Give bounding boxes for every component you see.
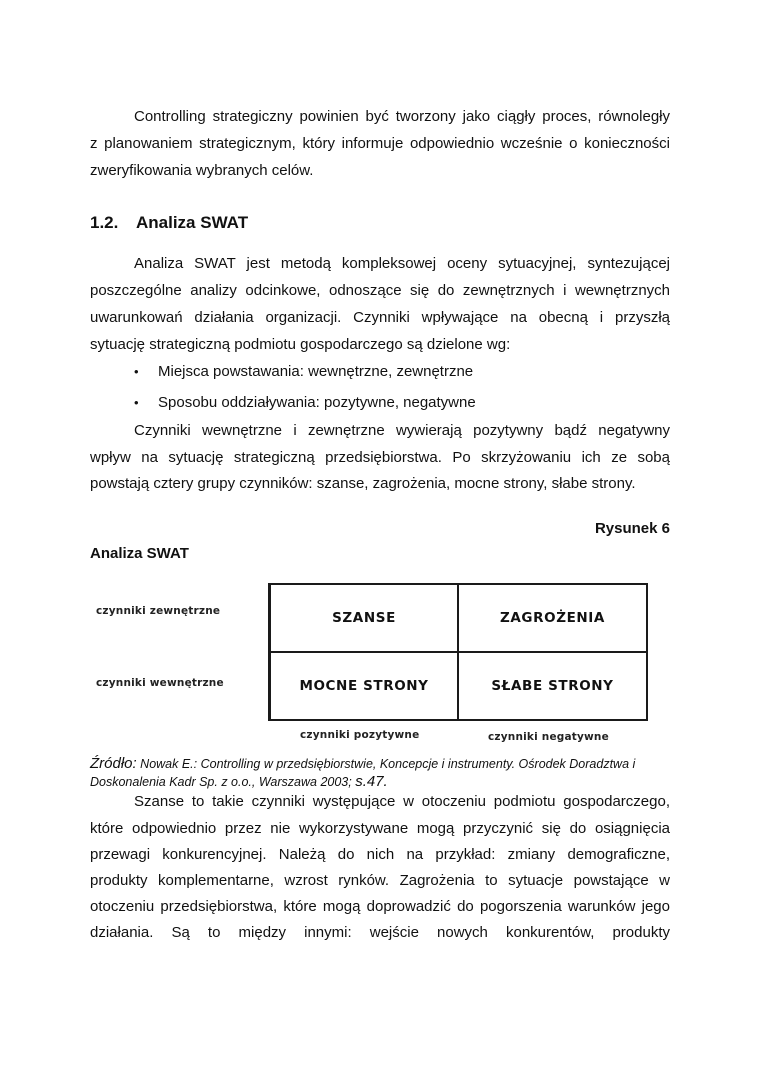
cell-threats: ZAGROŻENIA [500,610,605,626]
section-heading [90,213,248,233]
paragraph-line: uwarunkowań działania organizacji. Czynniki wpływające na obecną i przyszłą [90,309,670,326]
source-text: Nowak E.: Controlling w przedsiębiorstwie, Koncepcje i instrumenty. Ośrodek Doradztwa i Doskonalenia Kadr Sp. z o.o., Warszawa 2003; [90,757,636,789]
swot-matrix [268,583,648,721]
paragraph-line: Analiza SWAT jest metodą kompleksowej oceny sytuacyjnej, syntezującej [134,255,670,272]
list-item-text: Sposobu oddziaływania: pozytywne, negatywne [158,394,476,411]
source-page: s.47. [355,773,388,790]
col-label-negative: czynniki negatywne [488,731,609,743]
paragraph-line: sytuację strategiczną podmiotu gospodarczego są dzielone wg: [90,336,511,353]
list-item [134,358,473,385]
paragraph-line: poszczególne analizy odcinkowe, odnoszące się do zewnętrznych i wewnętrznych [90,282,670,299]
paragraph-line: Czynniki wewnętrzne i zewnętrzne wywierają pozytywny bądź negatywny [134,422,670,439]
paragraph-line: z planowaniem strategicznym, który informuje odpowiednio wcześnie o konieczności [90,135,670,152]
row-label-internal: czynniki wewnętrzne [96,677,224,689]
col-label-positive: czynniki pozytywne [300,729,420,741]
section-title: Analiza SWAT [136,213,249,232]
list-item-text: Miejsca powstawania: wewnętrzne, zewnętrzne [158,363,474,380]
figure-title: Analiza SWAT [90,545,189,562]
section-number: 1.2. [90,213,119,232]
paragraph-line: Szanse to takie czynniki występujące w otoczeniu podmiotu gospodarczego, [134,793,670,810]
cell-weaknesses: SŁABE STRONY [491,678,614,694]
paragraph-line: które odpowiednio przez nie wykorzystywane mogą przyczynić się do osiągnięcia [90,820,670,837]
paragraph-line: produkty komplementarne, wzrost rynków. Zagrożenia to sytuacje powstające w [90,872,670,889]
list-item [134,389,476,416]
paragraph-line: powstają cztery grupy czynników: szanse, zagrożenia, mocne strony, słabe strony. [90,475,636,492]
cell-strengths: MOCNE STRONY [299,678,429,694]
cell-opportunities: SZANSE [332,610,396,626]
paragraph-line: działania. Są to między innymi: wejście nowych konkurentów, produkty [90,924,670,941]
source-label: Źródło: [90,755,137,772]
paragraph-line: zweryfikowania wybranych celów. [90,162,314,179]
row-label-external: czynniki zewnętrzne [96,605,221,617]
bullet-icon: • [134,395,139,410]
paragraph-line: przewagi konkurencyjnej. Należą do nich na przykład: zmiany demograficzne, [90,846,670,863]
paragraph-line: wpływ na sytuację strategiczną przedsiębiorstwa. Po skrzyżowaniu ich ze sobą [90,449,670,466]
figure-number: Rysunek 6 [594,520,670,537]
paragraph-line: otoczeniu przedsiębiorstwa, które mogą doprowadzić do pogorszenia warunków jego [90,898,670,915]
figure-source [90,755,670,791]
bullet-icon: • [134,364,139,379]
paragraph-line: Controlling strategiczny powinien być tworzony jako ciągły proces, równoległy [134,108,670,125]
